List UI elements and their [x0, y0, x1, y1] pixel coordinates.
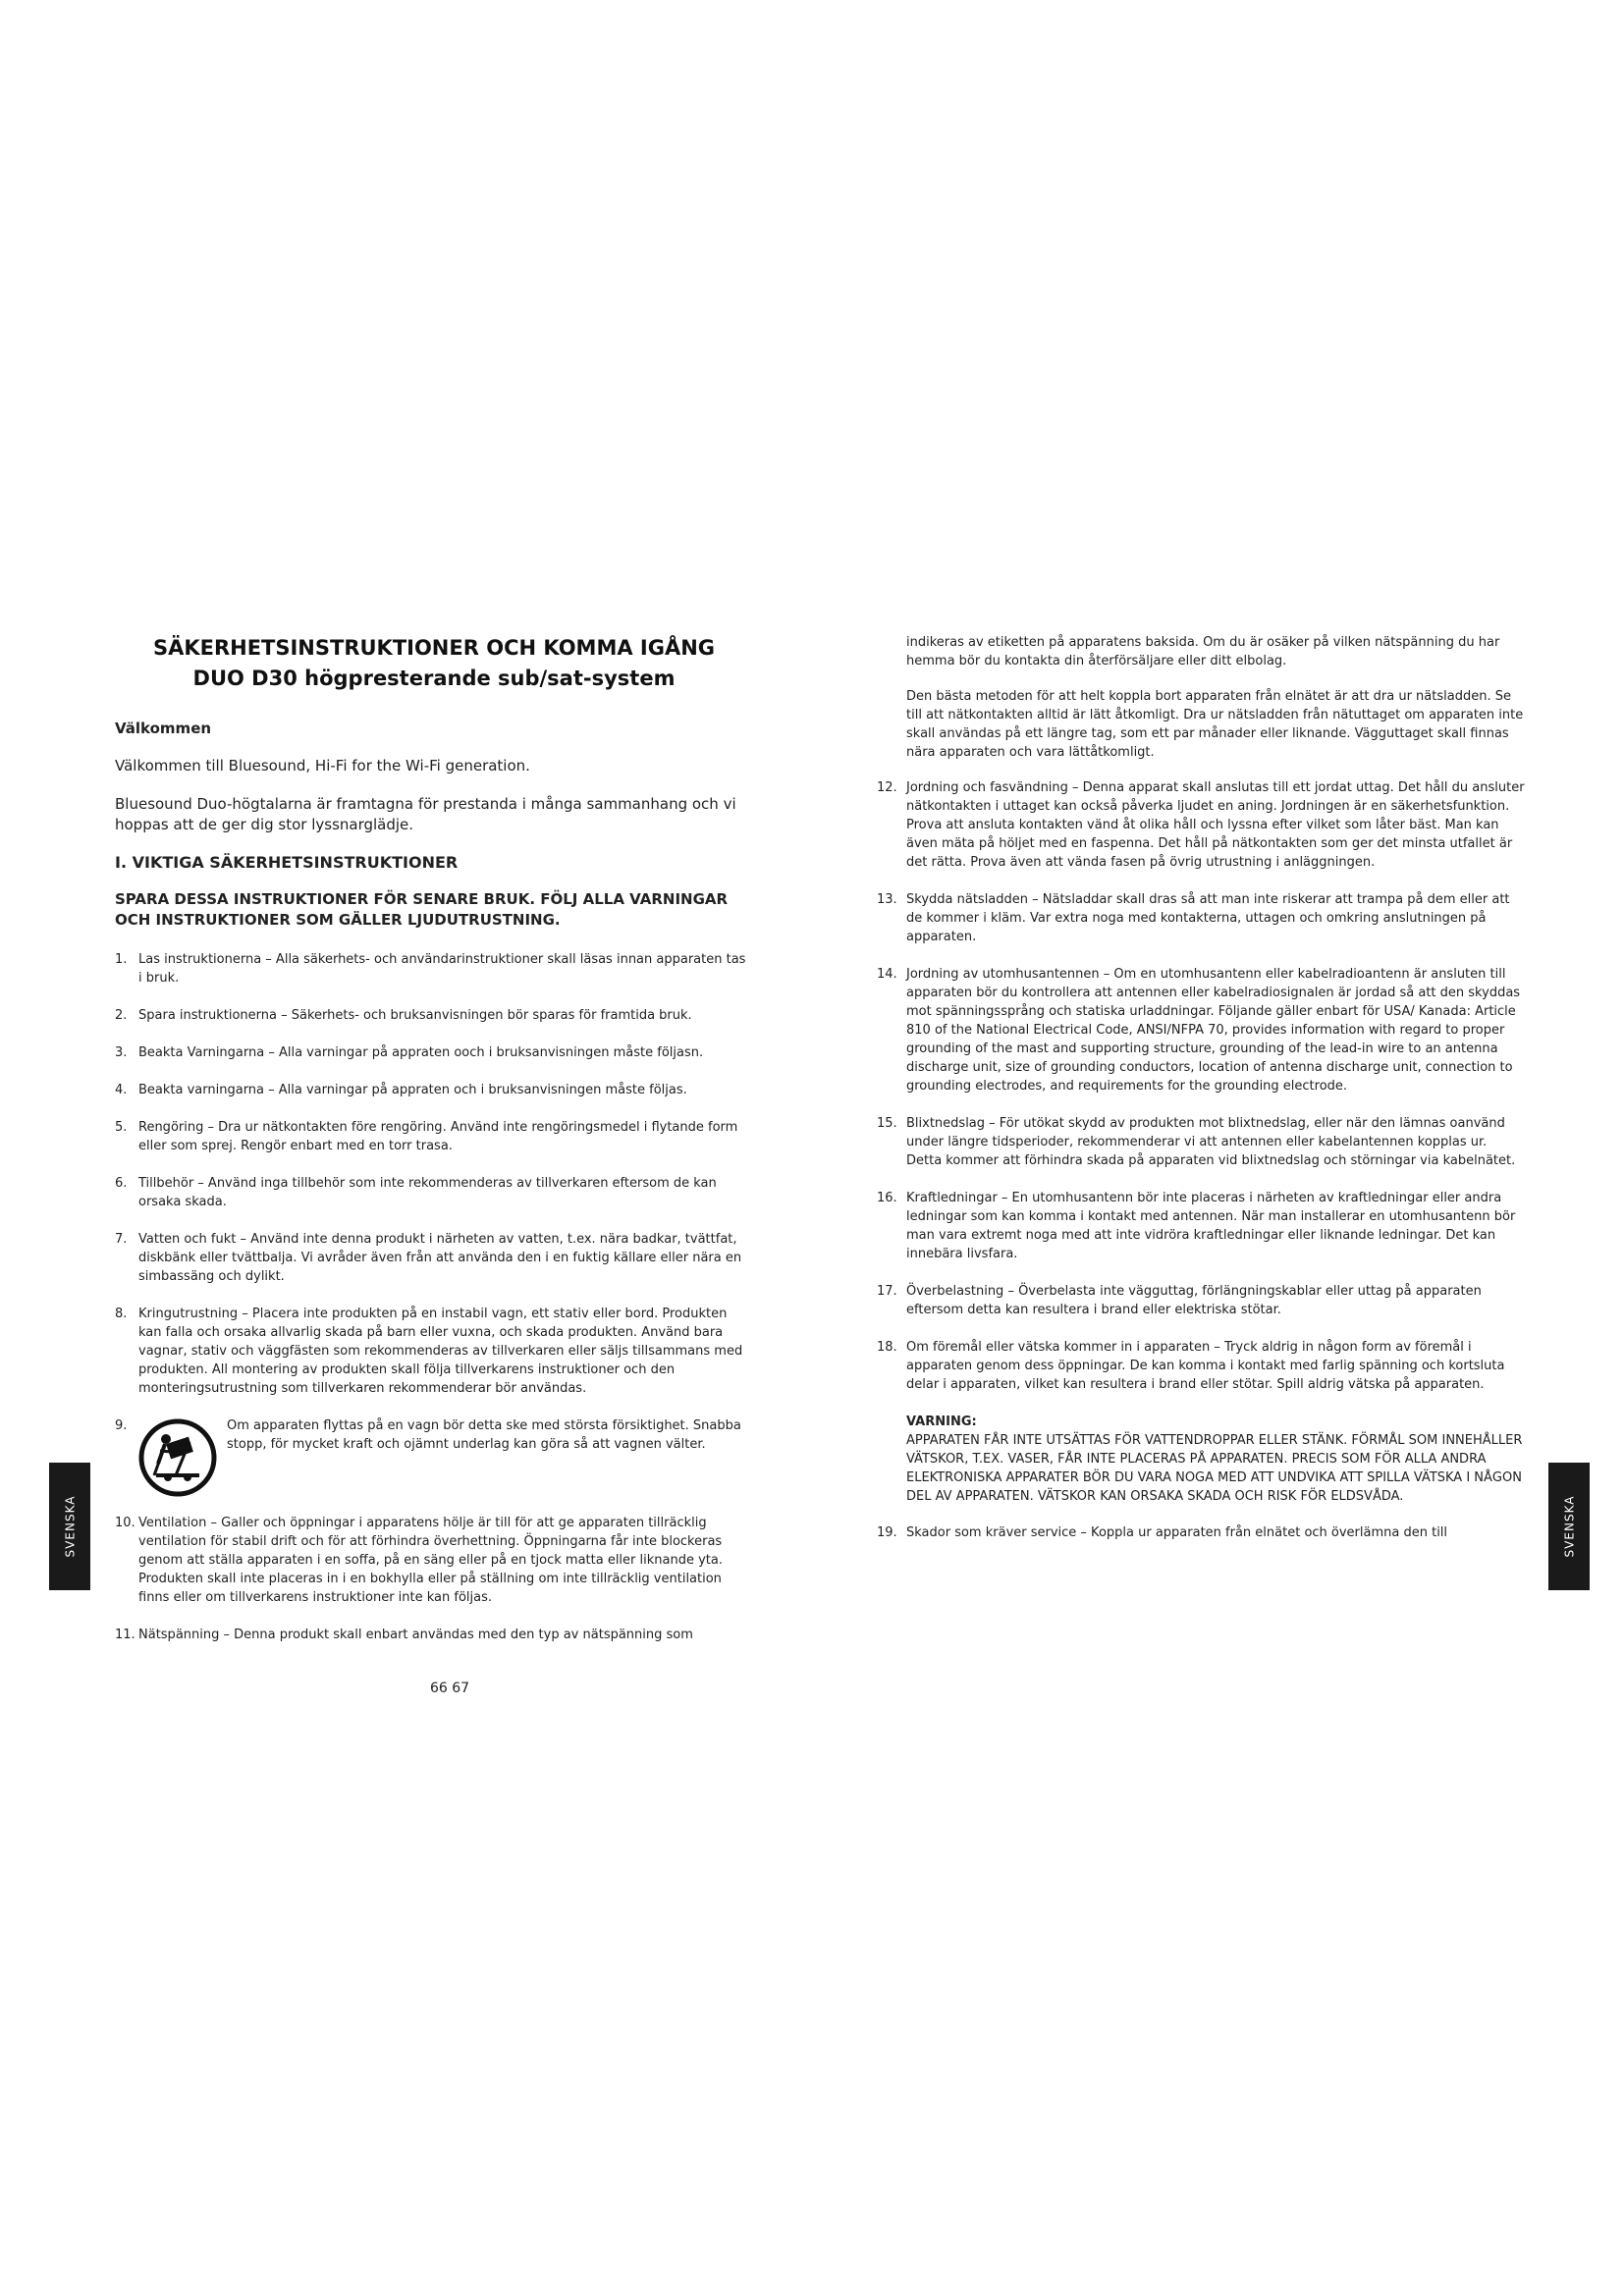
list-item	[115, 1174, 753, 1211]
item-number: 1.	[115, 952, 128, 967]
item-text: Nätspänning – Denna produkt skall enbart användas med den typ av nätspänning som	[138, 1628, 693, 1642]
list-item	[115, 1118, 753, 1155]
list-item	[877, 965, 1525, 1095]
item-text: Vatten och fukt – Använd inte denna produkt i närheten av vatten, t.ex. nära badkar, tvättfat, diskbänk eller tvättbalja. Vi avråder även från att använda den i en fuktig källare eller nära en simbassäng och dylikt.	[138, 1232, 742, 1284]
intro-text: Bluesound Duo-högtalarna är framtagna för prestanda i många sammanhang och vi hoppas att de ger dig stor lyssnarglädje.	[115, 795, 736, 833]
item-number: 10.	[115, 1516, 135, 1530]
warning-heading: VARNING:	[906, 1415, 977, 1429]
list-item	[115, 1416, 753, 1495]
list-item	[115, 950, 753, 988]
list-item	[115, 1305, 753, 1398]
list-item	[115, 1006, 753, 1025]
item-text: Tillbehör – Använd inga tillbehör som inte rekommenderas av tillverkaren eftersom de kan orsaka skada.	[138, 1176, 717, 1209]
welcome-text: Välkommen till Bluesound, Hi-Fi for the Wi-Fi generation.	[115, 757, 530, 774]
item-number: 19.	[877, 1525, 897, 1540]
item-text: Jordning och fasvändning – Denna apparat skall anslutas till ett jordat uttag. Det håll du ansluter nätkontakten i uttaget kan också påverka ljudet en aning. Jordningen är en säkerhetsfunktion. Prova att ansluta kontakten vänd åt olika håll och lyssna efter vilket som låter bäst. Man kan även mäta på höljet med en faspenna. Det håll på nätkontakten som ger det minsta utfallet är det rätta. Prova även att vända fasen på övrig utrustning i anläggningen.	[906, 780, 1525, 870]
safety-list-right-end	[877, 1523, 1525, 1542]
right-column	[877, 633, 1525, 1561]
list-item	[877, 1338, 1525, 1394]
item-text: Ventilation – Galler och öppningar i apparatens hölje är till för att ge apparaten tillräcklig ventilation för stabil drift och för att förhindra överhettning. Öppningarna får inte blockeras genom att ställa apparaten i en soffa, på en säng eller på en tjock matta eller liknande yta. Produkten skall inte placeras in i en bokhylla eller på ställning om inte tillräcklig ventilation finns eller om tillverkarens instruktioner inte kan följas.	[138, 1516, 723, 1605]
item-number: 13.	[877, 892, 897, 907]
welcome-heading: Välkommen	[115, 720, 212, 737]
left-column	[115, 633, 753, 1663]
list-item	[877, 1282, 1525, 1319]
item-11-continuation: indikeras av etiketten på apparatens baksida. Om du är osäker på vilken nätspänning du har hemma bör du kontakta din återförsäljare eller ditt elbolag.	[906, 635, 1500, 668]
item-text: Kraftledningar – En utomhusantenn bör inte placeras i närheten av kraftledningar eller andra ledningar som kan komma i kontakt med antennen. När man installerar en utomhusantenn bör man vara extremt noga med att inte vidröra kraftledningar eller liknande ledningar. Det kan innebära livsfara.	[906, 1191, 1516, 1261]
item-text: Skydda nätsladden – Nätsladdar skall dras så att man inte riskerar att trampa på dem eller att de kommer i kläm. Var extra noga med kontakterna, uttagen och omkring anslutningen på apparaten.	[906, 892, 1510, 944]
item-text: Las instruktionerna – Alla säkerhets- och användarinstruktioner skall läsas innan apparaten tas i bruk.	[138, 952, 746, 986]
item-text: Kringutrustning – Placera inte produkten på en instabil vagn, ett stativ eller bord. Produkten kan falla och orsaka allvarlig skada på barn eller vuxna, och skada produkten. Använd bara vagnar, stativ och väggfästen som rekommenderas av tillverkaren eller säljs tillsammans med produkten. All montering av produkten skall följa tillverkarens instruktioner och den monteringsutrustning som tillverkaren rekommenderar bör användas.	[138, 1307, 743, 1396]
item-text: Blixtnedslag – För utökat skydd av produkten mot blixtnedslag, eller när den lämnas oanvänd under längre tidsperioder, rekommenderar vi att antennen eller kabelantennen kopplas ur. Detta kommer att förhindra skada på apparaten vid blixtnedslag och störningar via kabelnätet.	[906, 1116, 1516, 1168]
page-title: SÄKERHETSINSTRUKTIONER OCH KOMMA IGÅNG	[152, 636, 716, 660]
list-item	[115, 1043, 753, 1062]
list-item	[115, 1230, 753, 1286]
item-text: Rengöring – Dra ur nätkontakten före rengöring. Använd inte rengöringsmedel i flytande form eller som sprej. Rengör enbart med en torr trasa.	[138, 1120, 738, 1153]
item-number: 17.	[877, 1284, 897, 1299]
item-text: Om apparaten flyttas på en vagn bör detta ske med största försiktighet. Snabba stopp, för mycket kraft och ojämnt underlag kan göra så att vagnen välter.	[227, 1418, 741, 1452]
item-number: 9.	[115, 1418, 128, 1433]
item-text: Skador som kräver service – Koppla ur apparaten från elnätet och överlämna den till	[906, 1525, 1448, 1540]
list-item	[877, 1523, 1525, 1542]
list-item	[877, 778, 1525, 872]
safety-list-right	[877, 778, 1525, 1394]
section-heading: I. VIKTIGA SÄKERHETSINSTRUKTIONER	[115, 853, 459, 872]
list-item	[877, 1189, 1525, 1263]
item-number: 5.	[115, 1120, 128, 1135]
item-11-continuation-2: Den bästa metoden för att helt koppla bort apparaten från elnätet är att dra ur nätsladden. Se till att nätkontakten alltid är lätt åtkomligt. Dra ur nätsladden från nätuttaget om apparaten inte skall användas på ett längre tag, som ett par månader eller liknande. Vägguttaget skall finnas nära apparaten och vara lättåtkomligt.	[906, 689, 1524, 760]
item-number: 14.	[877, 967, 897, 982]
save-instructions-notice: SPARA DESSA INSTRUKTIONER FÖR SENARE BRUK. FÖLJ ALLA VARNINGAR OCH INSTRUKTIONER SOM GÄLLER LJUDUTRUSTNING.	[115, 890, 729, 929]
list-item	[115, 1514, 753, 1607]
item-number: 8.	[115, 1307, 128, 1321]
item-number: 15.	[877, 1116, 897, 1131]
item-number: 3.	[115, 1045, 128, 1060]
item-text: Beakta varningarna – Alla varningar på appraten och i bruksanvisningen måste följas.	[138, 1083, 687, 1097]
list-item	[115, 1626, 753, 1644]
item-text: Om föremål eller vätska kommer in i apparaten – Tryck aldrig in någon form av föremål i apparaten genom dess öppningar. De kan komma i kontakt med farlig spänning och kortsluta delar i apparaten, vilket kan resultera i brand eller stötar. Spill aldrig vätska på apparaten.	[906, 1340, 1505, 1392]
item-number: 16.	[877, 1191, 897, 1205]
warning-text: APPARATEN FÅR INTE UTSÄTTAS FÖR VATTENDROPPAR ELLER STÄNK. FÖRMÅL SOM INNEHÅLLER VÄTSKOR, T.EX. VASER, FÅR INTE PLACERAS PÅ APPARATEN. PRECIS SOM FÖR ALLA ANDRA ELEKTRONISKA APPARATER BÖR DU VARA NOGA MED ATT UNDVIKA ATT SPILLA VÄTSKA I NÅGON DEL AV APPARATEN. VÄTSKOR KAN ORSAKA SKADA OCH RISK FÖR ELDSVÅDA.	[906, 1433, 1523, 1504]
item-text: Spara instruktionerna – Säkerhets- och bruksanvisningen bör sparas för framtida bruk.	[138, 1008, 692, 1023]
language-tab-label: SVENSKA	[63, 1495, 77, 1558]
list-item	[877, 1114, 1525, 1170]
item-text: Beakta Varningarna – Alla varningar på appraten ooch i bruksanvisningen måste följasn.	[138, 1045, 704, 1060]
item-number: 11.	[115, 1628, 135, 1642]
language-tab-right	[1548, 1463, 1590, 1590]
item-number: 6.	[115, 1176, 128, 1191]
item-number: 7.	[115, 1232, 128, 1247]
safety-list-left	[115, 950, 753, 1644]
language-tab-label: SVENSKA	[1562, 1495, 1576, 1558]
item-number: 18.	[877, 1340, 897, 1355]
language-tab-left	[49, 1463, 90, 1590]
cart-warning-icon	[138, 1418, 217, 1497]
list-item	[115, 1081, 753, 1099]
list-item	[877, 890, 1525, 946]
item-number: 4.	[115, 1083, 128, 1097]
item-number: 12.	[877, 780, 897, 795]
page-numbers: 66 67	[430, 1681, 470, 1696]
item-text: Jordning av utomhusantennen – Om en utomhusantenn eller kabelradioantenn är ansluten till apparaten bör du kontrollera att antennen eller kabelradiosignalen är jordad så att den skyddas mot spänningssprång och statiska urladdningar. Följande gäller enbart för USA/ Kanada: Article 810 of the National Electrical Code, ANSI/NFPA 70, provides information with regard to proper grounding of the mast and supporting structure, grounding of the lead-in wire to an antenna discharge unit, size of grounding conductors, location of antenna discharge unit, connection to grounding electrodes, and requirements for the grounding electrode.	[906, 967, 1521, 1094]
item-text: Överbelastning – Överbelasta inte vägguttag, förlängningskablar eller uttag på apparaten eftersom detta kan resultera i brand eller elektriska stötar.	[906, 1284, 1482, 1317]
item-number: 2.	[115, 1008, 128, 1023]
page-subtitle: DUO D30 högpresterande sub/sat-system	[192, 667, 676, 690]
